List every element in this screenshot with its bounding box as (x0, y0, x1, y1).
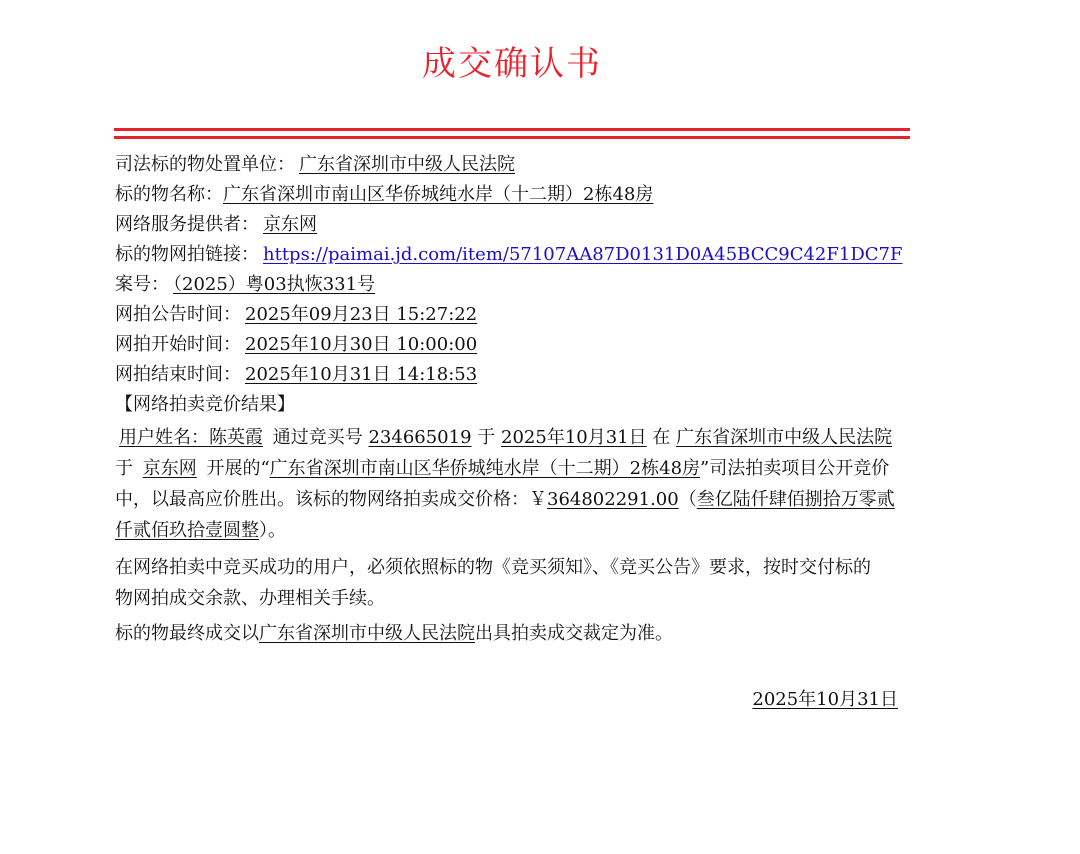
final-suffix: 出具拍卖成交裁定为准。 (475, 623, 673, 644)
result-text: 于 (477, 427, 496, 448)
auction-link[interactable]: https://paimai.jd.com/item/57107AA87D0131D0A45BCC9C42F1DC7F (263, 244, 903, 265)
result-paragraph (115, 422, 900, 546)
result-text: 开展的“ (206, 458, 270, 479)
field-value: （2025）粤03执恢331号 (173, 274, 376, 295)
field-label: 网拍结束时间： (115, 364, 241, 385)
signature-date: 2025年10月31日 (752, 689, 898, 710)
result-text: 于 (115, 458, 133, 479)
title-divider-bottom (114, 136, 910, 139)
section-heading: 【网络拍卖竞价结果】 (115, 394, 295, 415)
field-provider (115, 210, 905, 240)
result-provider: 京东网 (142, 458, 197, 479)
document-title: 成交确认书 (422, 44, 602, 84)
result-text: （ (678, 489, 697, 510)
result-text: ”司法拍卖项目公开竞价中，以最高应价胜出。该标的物网络拍卖成交价格：￥ (115, 458, 890, 510)
field-disposal-unit (115, 150, 905, 180)
result-date: 2025年10月31日 (501, 427, 647, 448)
result-court: 广东省深圳市中级人民法院 (676, 427, 893, 448)
field-announce-time (115, 300, 905, 330)
document-body (115, 150, 905, 649)
final-prefix: 标的物最终成交以 (115, 623, 259, 644)
field-value: 2025年10月30日 10:00:00 (245, 334, 478, 355)
field-label: 网拍公告时间： (115, 304, 241, 325)
field-case-number (115, 270, 905, 300)
field-auction-link (115, 240, 905, 270)
title-divider-top (114, 128, 910, 131)
field-value: 京东网 (263, 214, 317, 235)
field-value: 2025年09月23日 15:27:22 (245, 304, 478, 325)
winner-name: 用户姓名：陈英霞 (119, 427, 263, 448)
field-item-name (115, 180, 905, 210)
field-label: 司法标的物处置单位： (115, 154, 295, 175)
field-label: 标的物网拍链接： (115, 244, 259, 265)
deal-price-words: 叁亿陆仟肆佰捌拾万零贰仟贰佰玖拾壹圆整 (115, 489, 895, 541)
field-value: 广东省深圳市南山区华侨城纯水岸（十二期）2栋48房 (223, 184, 654, 205)
final-paragraph (115, 618, 905, 649)
field-start-time (115, 330, 905, 360)
result-text: 在 (652, 427, 671, 448)
field-label: 案号： (115, 274, 169, 295)
result-item: 广东省深圳市南山区华侨城纯水岸（十二期）2栋48房 (269, 458, 701, 479)
deal-price: 364802291.00 (547, 489, 679, 510)
field-value: 广东省深圳市中级人民法院 (299, 154, 515, 175)
bid-number: 234665019 (368, 427, 472, 448)
field-end-time (115, 360, 905, 390)
result-text: 通过竞买号 (272, 427, 363, 448)
field-label: 标的物名称： (115, 184, 223, 205)
field-label: 网络服务提供者： (115, 214, 259, 235)
final-court: 广东省深圳市中级人民法院 (259, 623, 475, 644)
notice-paragraph: 在网络拍卖中竞买成功的用户，必须依照标的物《竞买须知》、《竞买公告》要求，按时交付标的物网拍成交余款、办理相关手续。 (115, 557, 871, 609)
field-label: 网拍开始时间： (115, 334, 241, 355)
result-text: ）。 (259, 520, 286, 541)
field-value: 2025年10月31日 14:18:53 (245, 364, 478, 385)
